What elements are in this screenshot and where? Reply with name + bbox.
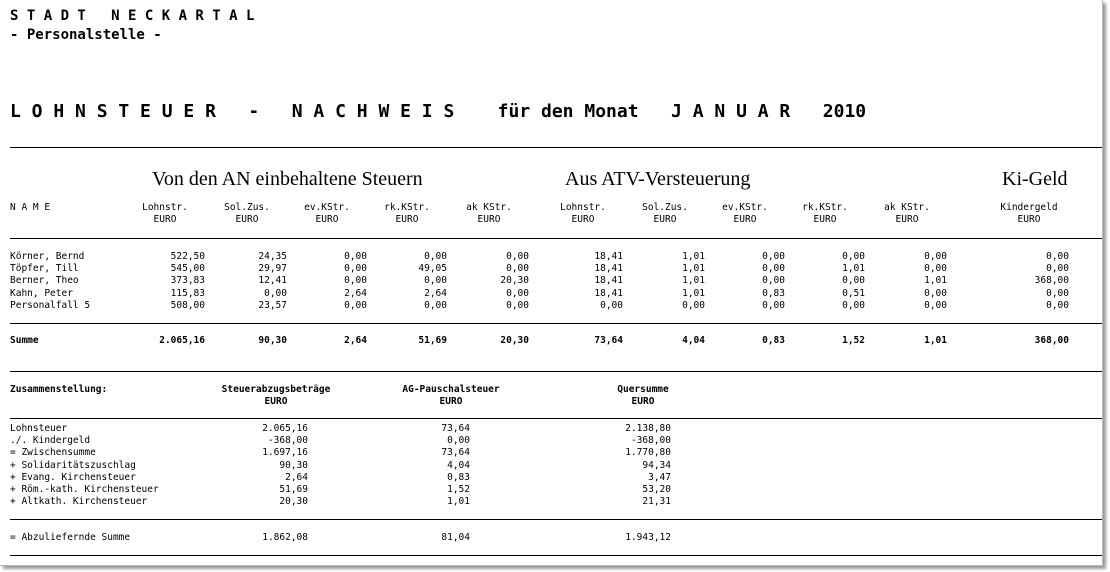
table-cell: 0,00 <box>762 263 785 275</box>
table-cell: 0,00 <box>424 275 447 287</box>
table-cell: 0,00 <box>1046 287 1069 299</box>
column-header-unit: EURO <box>653 214 677 225</box>
zusammen-total-label: = Abzuliefernde Summe <box>10 532 131 543</box>
summe-cell: 0,83 <box>762 335 785 346</box>
table-row-name: Personalfall 5 <box>10 299 91 311</box>
zusammen-cell: 1,52 <box>447 484 470 495</box>
summe-cell: 20,30 <box>500 335 529 346</box>
summe-cell: 2.065,16 <box>159 335 205 346</box>
zusammen-cell: 1,01 <box>447 496 470 508</box>
column-header-unit: EURO <box>153 214 177 225</box>
zusammen-header-title: Steuerabzugsbeträge <box>221 384 331 395</box>
org-name: S T A D T N E C K A R T A L <box>10 8 255 24</box>
summe-cell: 2,64 <box>344 335 367 346</box>
table-cell: 2,64 <box>424 287 447 299</box>
zusammen-cell: 0,00 <box>447 435 470 447</box>
column-header-unit: EURO <box>477 214 501 225</box>
table-cell: 0,51 <box>842 287 865 299</box>
table-cell: 508,00 <box>170 299 205 311</box>
divider-summe <box>10 323 1102 324</box>
table-cell: 23,57 <box>258 299 287 311</box>
table-cell: 0,00 <box>682 299 705 311</box>
table-cell: 0,00 <box>1046 251 1069 262</box>
zusammen-cell: 3,47 <box>648 471 671 483</box>
table-cell: 1,01 <box>682 251 705 262</box>
divider-bottom <box>10 555 1102 556</box>
column-header-name: N A M E <box>10 202 51 213</box>
zusammen-cell: 53,20 <box>642 484 671 495</box>
table-cell: 368,00 <box>1034 275 1069 287</box>
column-header-unit: EURO <box>1017 214 1041 225</box>
column-header-unit: EURO <box>733 214 757 225</box>
column-header-unit: EURO <box>571 214 595 225</box>
summe-cell: 51,69 <box>418 335 447 346</box>
zusammen-cell: -368,00 <box>267 435 308 447</box>
column-header-title: rk.KStr. <box>384 202 430 213</box>
zusammen-total-cell: 1.862,08 <box>262 532 308 543</box>
table-cell: 0,00 <box>842 275 865 287</box>
zusammen-header-unit: EURO <box>439 396 463 407</box>
table-cell: 0,00 <box>842 251 865 262</box>
divider-top <box>10 147 1102 148</box>
table-cell: 0,00 <box>264 287 287 299</box>
zusammen-total-cell: 1.943,12 <box>625 532 671 543</box>
table-cell: 0,00 <box>344 299 367 311</box>
table-cell: 20,30 <box>500 275 529 287</box>
group-header-an: Von den AN einbehaltene Steuern <box>152 168 423 190</box>
table-cell: 0,00 <box>924 263 947 275</box>
zusammen-row-label: + Röm.-kath. Kirchensteuer <box>10 484 159 495</box>
table-row-name: Berner, Theo <box>10 275 79 287</box>
table-cell: 1,01 <box>842 263 865 275</box>
summe-cell: 4,04 <box>682 335 705 346</box>
table-cell: 2,64 <box>344 287 367 299</box>
divider-header <box>10 238 1102 239</box>
column-header-title: Sol.Zus. <box>224 202 270 213</box>
table-cell: 0,00 <box>506 299 529 311</box>
table-cell: 1,01 <box>682 287 705 299</box>
column-header-title: Kindergeld <box>1000 202 1058 213</box>
table-cell: 18,41 <box>594 287 623 299</box>
table-cell: 18,41 <box>594 263 623 275</box>
zusammen-label: Zusammenstellung: <box>10 384 108 395</box>
zusammen-cell: 94,34 <box>642 459 671 471</box>
divider-zusammen <box>10 371 1102 372</box>
table-cell: 0,00 <box>424 299 447 311</box>
table-cell: 545,00 <box>170 263 205 275</box>
zusammen-row-label: + Evang. Kirchensteuer <box>10 471 136 483</box>
zusammen-cell: 1.770,80 <box>625 447 671 459</box>
zusammen-cell: 73,64 <box>441 423 470 434</box>
zusammen-cell: 0,83 <box>447 471 470 483</box>
group-header-kigeld: Ki-Geld <box>1002 168 1068 190</box>
table-cell: 0,00 <box>1046 263 1069 275</box>
table-cell: 18,41 <box>594 275 623 287</box>
zusammen-header-title: AG-Pauschalsteuer <box>402 384 500 395</box>
group-header-atv: Aus ATV-Versteuerung <box>565 168 751 190</box>
table-cell: 0,00 <box>506 251 529 262</box>
zusammen-cell: 21,31 <box>642 496 671 508</box>
zusammen-cell: 4,04 <box>447 459 470 471</box>
zusammen-cell: 20,30 <box>279 496 308 508</box>
column-header-title: ev.KStr. <box>722 202 768 213</box>
column-header-unit: EURO <box>315 214 339 225</box>
table-cell: 0,00 <box>924 299 947 311</box>
divider-zusammen-header <box>10 418 1102 419</box>
table-cell: 0,00 <box>762 251 785 262</box>
column-header-title: ak KStr. <box>466 202 512 213</box>
column-header-unit: EURO <box>813 214 837 225</box>
table-cell: 0,00 <box>762 299 785 311</box>
table-cell: 1,01 <box>682 263 705 275</box>
table-row-name: Kahn, Peter <box>10 287 73 299</box>
table-cell: 1,01 <box>682 275 705 287</box>
table-cell: 0,00 <box>600 299 623 311</box>
zusammen-cell: 51,69 <box>279 484 308 495</box>
zusammen-cell: -368,00 <box>630 435 671 447</box>
table-cell: 24,35 <box>258 251 287 262</box>
table-cell: 0,00 <box>424 251 447 262</box>
table-cell: 0,00 <box>506 287 529 299</box>
table-cell: 0,00 <box>1046 299 1069 311</box>
summe-cell: 90,30 <box>258 335 287 346</box>
column-header-unit: EURO <box>895 214 919 225</box>
column-header-title: Sol.Zus. <box>642 202 688 213</box>
zusammen-cell: 90,30 <box>279 459 308 471</box>
divider-total <box>10 519 1102 520</box>
column-header-title: rk.KStr. <box>802 202 848 213</box>
zusammen-row-label: Lohnsteuer <box>10 423 68 434</box>
table-cell: 0,00 <box>842 299 865 311</box>
column-header-title: ak KStr. <box>884 202 930 213</box>
column-header-title: Lohnstr. <box>142 202 188 213</box>
table-cell: 29,97 <box>258 263 287 275</box>
summe-cell: 73,64 <box>594 335 623 346</box>
table-cell: 0,00 <box>924 251 947 262</box>
document-title: L O H N S T E U E R - N A C H W E I S für den Monat J A N U A R 2010 <box>10 101 867 122</box>
zusammen-cell: 73,64 <box>441 447 470 459</box>
table-cell: 0,00 <box>344 263 367 275</box>
zusammen-row-label: + Solidaritätszuschlag <box>10 459 136 471</box>
table-cell: 0,00 <box>344 251 367 262</box>
summe-cell: 1,01 <box>924 335 947 346</box>
column-header-title: ev.KStr. <box>304 202 350 213</box>
summe-cell: 368,00 <box>1034 335 1069 346</box>
table-cell: 522,50 <box>170 251 205 262</box>
table-cell: 18,41 <box>594 251 623 262</box>
table-cell: 0,00 <box>762 275 785 287</box>
summe-cell: 1,52 <box>842 335 865 346</box>
zusammen-header-unit: EURO <box>264 396 288 407</box>
zusammen-row-label: ./. Kindergeld <box>10 435 91 447</box>
zusammen-header-unit: EURO <box>631 396 655 407</box>
zusammen-cell: 2.065,16 <box>262 423 308 434</box>
table-cell: 49,05 <box>418 263 447 275</box>
column-header-unit: EURO <box>235 214 259 225</box>
table-cell: 0,00 <box>924 287 947 299</box>
zusammen-cell: 2.138,80 <box>625 423 671 434</box>
table-row-name: Töpfer, Till <box>10 263 79 275</box>
table-row-name: Körner, Bernd <box>10 251 85 262</box>
column-header-unit: EURO <box>395 214 419 225</box>
zusammen-cell: 1.697,16 <box>262 447 308 459</box>
zusammen-row-label: = Zwischensumme <box>10 447 96 459</box>
table-cell: 115,83 <box>170 287 205 299</box>
table-cell: 1,01 <box>924 275 947 287</box>
table-cell: 0,00 <box>506 263 529 275</box>
zusammen-header-title: Quersumme <box>617 384 669 395</box>
table-cell: 0,83 <box>762 287 785 299</box>
column-header-title: Lohnstr. <box>560 202 606 213</box>
zusammen-cell: 2,64 <box>285 471 308 483</box>
zusammen-row-label: + Altkath. Kirchensteuer <box>10 496 148 508</box>
table-cell: 373,83 <box>170 275 205 287</box>
zusammen-total-cell: 81,04 <box>441 532 470 543</box>
department: - Personalstelle - <box>10 27 162 43</box>
table-cell: 0,00 <box>344 275 367 287</box>
table-cell: 12,41 <box>258 275 287 287</box>
summe-label: Summe <box>10 335 39 346</box>
